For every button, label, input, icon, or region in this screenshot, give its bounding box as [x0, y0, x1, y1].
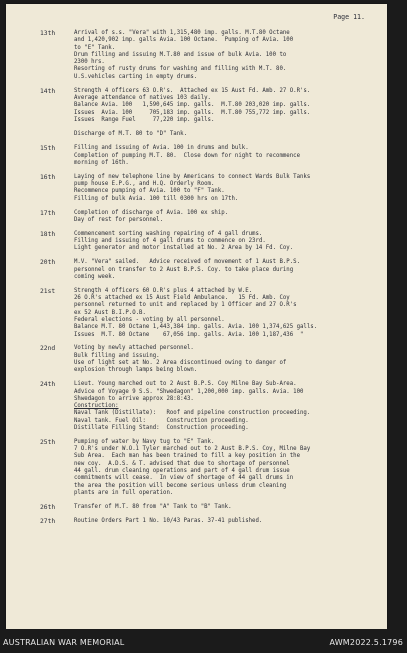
entry-line: Issues M.T. 80 Octane 67,056 imp. galls. Avia. 100 1,187,436 "	[74, 331, 304, 338]
entry-line: Transfer of M.T. 80 from "A" Tank to "B" Tank.	[74, 503, 232, 510]
entry-date: 17th	[40, 209, 56, 217]
entry-body	[74, 259, 387, 281]
entry-line: Filling of bulk Avia. 100 till 0300 hrs on 17th.	[74, 195, 239, 202]
entry-line: Discharge of M.T. 80 to "D" Tank.	[74, 131, 187, 138]
entry-line: Bulk filling and issuing.	[74, 352, 160, 359]
entry-line: morning of 16th.	[74, 159, 129, 166]
diary-entry	[6, 210, 387, 225]
entry-line: Arrival of s.s. "Vera" with 1,315,480 imp. galls. M.T.80 Octane	[74, 30, 290, 36]
entry-body	[74, 145, 387, 167]
diary-entry	[6, 145, 387, 167]
entry-line: coming week.	[74, 273, 116, 280]
entry-date: 21st	[40, 287, 56, 295]
diary-entry	[6, 518, 387, 525]
entry-line: new coy. A.D.S. & T. advised that due to shortage of personnel	[74, 460, 290, 467]
entry-line: Balance Avia. 100 1,590,645 imp. galls. M.T.80 203,020 imp. galls.	[74, 102, 311, 109]
entry-line: Shwedagon to arrive approx 28:8:43.	[74, 395, 194, 402]
entry-line: 7 O.R's under W.O.1 Tyler marched out to 2 Aust B.P.S. Coy, Milne Bay	[74, 446, 311, 453]
entry-line: Naval Tank (Distillate): Roof and pipeline construction proceeding.	[74, 410, 311, 417]
entry-line: Completion of discharge of Avia. 100 ex ship.	[74, 209, 229, 216]
entry-line	[74, 124, 387, 131]
entry-line: explosion through lamps being blown.	[74, 367, 198, 374]
entry-body	[74, 504, 387, 511]
diary-entries	[6, 30, 387, 532]
entry-body	[74, 345, 387, 374]
entry-date: 20th	[40, 259, 56, 267]
entry-body	[74, 518, 387, 525]
footer-accession-number: AWM2022.5.1796	[329, 638, 403, 647]
entry-date: 25th	[40, 438, 56, 446]
entry-line: pump house E.P.G., and H.Q. Orderly Room.	[74, 181, 215, 188]
document-page	[6, 4, 387, 629]
entry-line: Day of rest for personnel.	[74, 216, 164, 223]
entry-date: 14th	[40, 87, 56, 95]
diary-entry	[6, 439, 387, 497]
entry-line: Federal elections - voting by all personnel.	[74, 316, 225, 323]
entry-line: ex 52 Aust B.I.P.O.B.	[74, 309, 146, 316]
entry-line: to "E" Tank.	[74, 44, 116, 51]
entry-line: Balance M.T. 80 Octane 1,443,384 imp. galls. Avia. 100 1,374,625 galls.	[74, 324, 318, 331]
entry-line: Sub Area. Each man has been trained to fill a key position in the	[74, 453, 300, 460]
entry-line: Pumping of water by Navy tug to "E" Tank.	[74, 438, 215, 445]
diary-entry	[6, 231, 387, 253]
entry-line: Recommence pumping of Avia. 100 to "F" Tank.	[74, 188, 225, 195]
diary-entry	[6, 345, 387, 374]
entry-line: Strength 4 officers 60 O.R's plus 4 attached by W.E.	[74, 287, 253, 294]
entry-line: commitments will cease. In view of shortage of 44 gall drums in	[74, 475, 294, 482]
entry-line: Distillate Filling Stand: Construction proceeding.	[74, 425, 249, 431]
entry-line: Average attendance of natives 103 daily.	[74, 94, 211, 101]
entry-date: 13th	[40, 30, 56, 37]
entry-body	[74, 30, 387, 81]
entry-line: 2300 hrs.	[74, 59, 105, 66]
diary-entry	[6, 88, 387, 139]
entry-line: personnel returned to unit and replaced by 1 Officer and 27 O.R's	[74, 302, 297, 309]
entry-date: 16th	[40, 173, 56, 181]
entry-body	[74, 231, 387, 253]
entry-line: Strength 4 officers 63 O.R's. Attached ex 15 Aust Fd. Amb. 27 O.R's.	[74, 87, 311, 94]
entry-line: Light generator and motor installed at No. 2 Area by 14 Fd. Coy.	[74, 245, 294, 252]
entry-line: Filling and issuing of Avia. 100 in drums and bulk.	[74, 145, 249, 152]
entry-body	[74, 210, 387, 225]
entry-line: Use of light set at No. 2 Area discontinued owing to danger of	[74, 360, 287, 367]
entry-line: Construction:	[74, 403, 119, 410]
entry-line: Naval tank. Fuel Oil: Construction proceeding.	[74, 417, 249, 424]
entry-line: and 1,420,902 imp. galls Avia. 100 Octane. Pumping of Avia. 100	[74, 37, 294, 44]
entry-line: 26 O.R's attached ex 15 Aust Field Ambulance. 15 Fd. Amb. Coy	[74, 295, 290, 302]
entry-line: Voting by newly attached personnel.	[74, 345, 194, 352]
entry-line: Advice of Voyage 9 S.S. "Shwedagon" 1,200,000 imp. galls. Avia. 100	[74, 388, 304, 395]
footer-institution: AUSTRALIAN WAR MEMORIAL	[3, 638, 125, 647]
diary-entry	[6, 174, 387, 203]
entry-line: personnel on transfer to 2 Aust B.P.S. Coy. to take place during	[74, 266, 294, 273]
entry-date: 15th	[40, 145, 56, 153]
entry-body	[74, 439, 387, 497]
entry-line: Lieut. Young marched out to 2 Aust B.P.S. Coy Milne Bay Sub-Area.	[74, 381, 297, 388]
entry-line: the area the position will become serious unless drum cleaning	[74, 482, 287, 489]
diary-entry	[6, 288, 387, 339]
diary-entry	[6, 381, 387, 432]
entry-date: 24th	[40, 381, 56, 389]
entry-date: 22nd	[40, 345, 56, 353]
entry-line: Issues Range Fuel 77,220 imp. galls.	[74, 116, 215, 123]
entry-date: 18th	[40, 230, 56, 238]
entry-line: U.S.vehicles carting in empty drums.	[74, 73, 198, 80]
entry-line: Issues Avia. 100 705,183 imp. galls. M.T.80 755,772 imp. galls.	[74, 109, 311, 116]
entry-body	[74, 88, 387, 139]
entry-line: Laying of new telephone line by Americans to connect Wards Bulk Tanks	[74, 173, 311, 180]
entry-line: Commencement sorting washing repairing of 4 gall drums.	[74, 230, 263, 237]
entry-body	[74, 174, 387, 203]
page-number: Page 11.	[333, 13, 365, 21]
entry-line: Resorting of rusty drums for washing and filling with M.T. 80.	[74, 66, 287, 73]
entry-date: 26th	[40, 503, 56, 511]
entry-line: Completion of pumping M.T. 80. Close down for night to recommence	[74, 152, 300, 159]
footer-bar	[0, 629, 407, 653]
diary-entry	[6, 504, 387, 511]
entry-line: 44 gall. drum cleaning operations and part of 4 gall drum issue	[74, 468, 290, 475]
diary-entry	[6, 30, 387, 81]
diary-entry	[6, 259, 387, 281]
entry-line: plants are in full operation.	[74, 489, 174, 496]
entry-line: Routine Orders Part 1 No. 10/43 Paras. 37-41 published.	[74, 517, 263, 524]
entry-line: Drum filling and issuing M.T.80 and issue of bulk Avia. 100 to	[74, 51, 287, 58]
entry-line: M.V. "Vera" sailed. Advice received of movement of 1 Aust B.P.S.	[74, 259, 300, 266]
entry-date: 27th	[40, 517, 56, 525]
entry-body	[74, 288, 387, 339]
entry-line: Filling and issuing of 4 gall drums to commence on 23rd.	[74, 238, 266, 245]
entry-body	[74, 381, 387, 432]
